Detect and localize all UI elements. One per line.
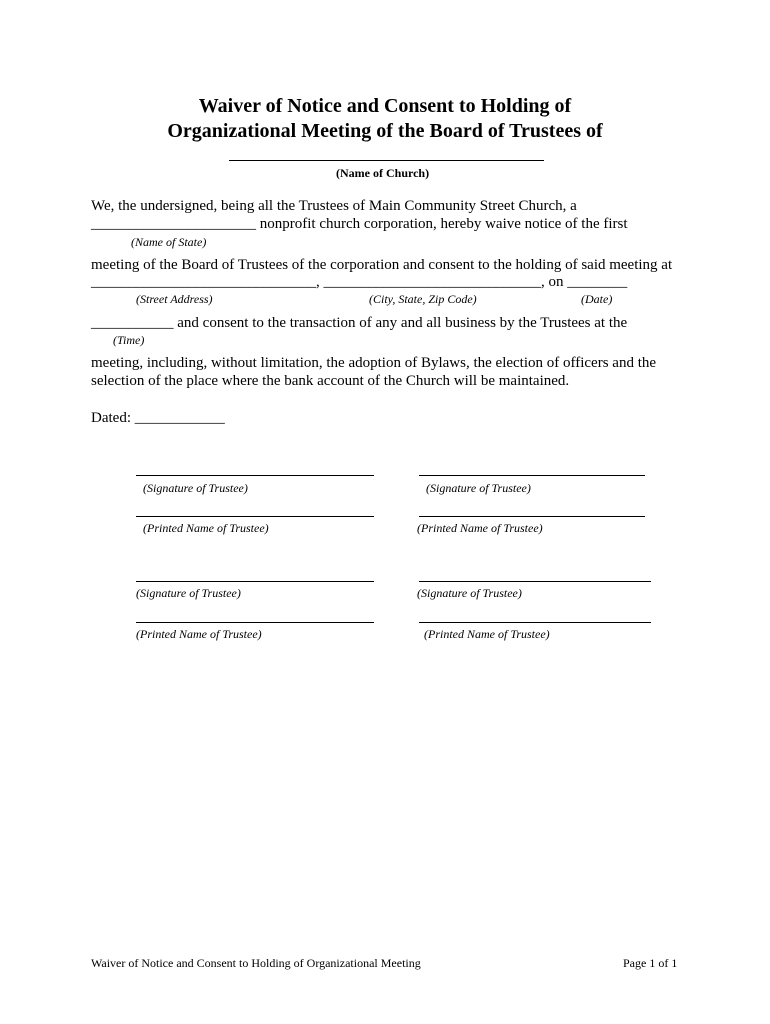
state-caption: (Name of State) <box>131 235 207 249</box>
church-name-caption: (Name of Church) <box>336 166 430 180</box>
printed-name-line[interactable] <box>136 622 374 623</box>
signature-line[interactable] <box>136 581 374 582</box>
signature-caption: (Signature of Trustee) <box>426 481 531 495</box>
dated-field: Dated: ____________ <box>91 410 225 426</box>
printed-name-line[interactable] <box>419 622 651 623</box>
city-state-zip-caption: (City, State, Zip Code) <box>369 292 477 306</box>
signature-caption: (Signature of Trustee) <box>417 586 522 600</box>
signature-line[interactable] <box>136 475 374 476</box>
paragraph-line-2: ______________________ nonprofit church corporation, hereby waive notice of the first <box>91 216 628 232</box>
church-name-line[interactable] <box>229 160 544 161</box>
printed-name-line[interactable] <box>419 516 645 517</box>
printed-name-caption: (Printed Name of Trustee) <box>417 521 543 535</box>
paragraph-line-1: We, the undersigned, being all the Trustees of Main Community Street Church, a <box>91 198 577 214</box>
printed-name-caption: (Printed Name of Trustee) <box>143 521 269 535</box>
paragraph-line-4: ______________________________, _____________________________, on ________ <box>91 274 628 290</box>
printed-name-line[interactable] <box>136 516 374 517</box>
paragraph-line-5: ___________ and consent to the transaction of any and all business by the Trustees at the <box>91 315 628 331</box>
printed-name-caption: (Printed Name of Trustee) <box>424 627 550 641</box>
footer-page-number: Page 1 of 1 <box>623 956 678 970</box>
signature-caption: (Signature of Trustee) <box>143 481 248 495</box>
signature-caption: (Signature of Trustee) <box>136 586 241 600</box>
date-caption: (Date) <box>581 292 613 306</box>
document-title-line-2: Organizational Meeting of the Board of Trustees of <box>167 120 603 142</box>
document-title-line-1: Waiver of Notice and Consent to Holding of <box>198 95 572 117</box>
paragraph-line-3: meeting of the Board of Trustees of the corporation and consent to the holding of said meeting at <box>91 257 673 273</box>
street-address-caption: (Street Address) <box>136 292 213 306</box>
footer-document-title: Waiver of Notice and Consent to Holding of Organizational Meeting <box>91 956 421 970</box>
printed-name-caption: (Printed Name of Trustee) <box>136 627 262 641</box>
paragraph-line-7: selection of the place where the bank account of the Church will be maintained. <box>91 373 570 389</box>
signature-line[interactable] <box>419 475 645 476</box>
time-caption: (Time) <box>113 333 145 347</box>
paragraph-line-6: meeting, including, without limitation, the adoption of Bylaws, the election of officers and the <box>91 355 657 371</box>
signature-line[interactable] <box>419 581 651 582</box>
